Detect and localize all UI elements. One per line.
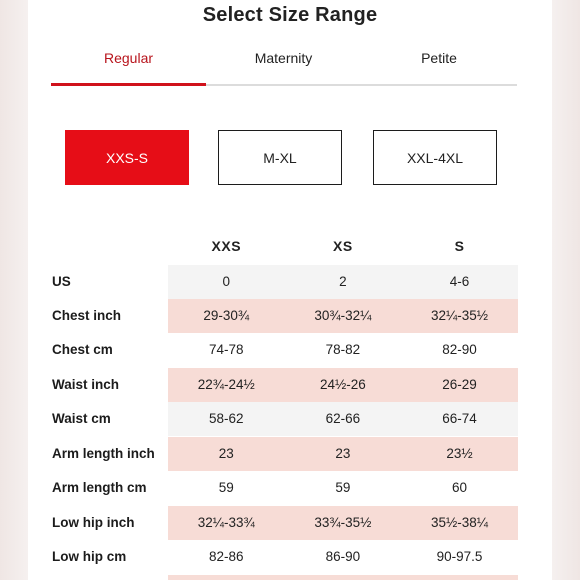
table-row-partial xyxy=(48,575,518,580)
table-row xyxy=(48,299,518,333)
table-cell: 24½-26 xyxy=(319,377,366,392)
row-cells xyxy=(168,368,518,402)
row-cells xyxy=(168,471,518,505)
range-button-xxl-4xl[interactable]: XXL-4XL xyxy=(373,130,497,185)
table-cell: 35½-38¼ xyxy=(430,515,488,530)
row-cells xyxy=(168,265,518,299)
table-row xyxy=(48,471,518,505)
table-row xyxy=(48,402,518,436)
tab-maternity[interactable]: Maternity xyxy=(254,50,313,66)
table-cell: 74-78 xyxy=(209,342,244,357)
table-cell: 23 xyxy=(335,446,351,461)
tab-petite[interactable]: Petite xyxy=(421,50,457,66)
row-label: Waist cm xyxy=(52,411,111,426)
table-cell: 23 xyxy=(218,446,234,461)
table-cell: 86-90 xyxy=(325,549,361,564)
table-cell: 26-29 xyxy=(442,377,477,392)
active-tab-indicator xyxy=(51,83,206,86)
column-header: S xyxy=(454,238,465,254)
row-label: Low hip inch xyxy=(52,515,135,530)
page-title: Select Size Range xyxy=(202,4,378,26)
range-button-xxs-s[interactable]: XXS-S xyxy=(65,130,189,185)
row-label: Low hip cm xyxy=(52,549,127,564)
table-cell: 59 xyxy=(218,480,234,495)
table-cell: 58-62 xyxy=(209,411,244,426)
table-header-row xyxy=(48,229,518,263)
table-row xyxy=(48,265,518,299)
table-cell: 66-74 xyxy=(442,411,477,426)
table-cell: 4-6 xyxy=(449,274,470,289)
row-cells xyxy=(168,333,518,367)
table-cell: 2 xyxy=(339,274,347,289)
row-label: Arm length cm xyxy=(52,480,147,495)
row-cells xyxy=(168,437,518,471)
table-cell: 29-30¾ xyxy=(203,308,250,323)
row-cells xyxy=(168,540,518,574)
range-button-m-xl[interactable]: M-XL xyxy=(218,130,342,185)
table-row xyxy=(48,437,518,471)
header-cells xyxy=(168,229,518,263)
size-category-tabs xyxy=(51,44,517,88)
row-label: US xyxy=(52,274,71,289)
table-cell: 90-97.5 xyxy=(436,549,483,564)
table-cell: 82-86 xyxy=(209,549,244,564)
table-cell: 59 xyxy=(335,480,351,495)
row-label: Arm length inch xyxy=(52,446,155,461)
table-cell: 78-82 xyxy=(325,342,361,357)
row-cells xyxy=(168,506,518,540)
table-cell: 23½ xyxy=(446,446,473,461)
row-label: Chest inch xyxy=(52,308,122,323)
table-row xyxy=(48,506,518,540)
table-cell: 22¾-24½ xyxy=(197,377,255,392)
table-row xyxy=(48,333,518,367)
table-row xyxy=(48,368,518,402)
column-header: XXS xyxy=(211,238,242,254)
row-label: Chest cm xyxy=(52,342,113,357)
row-cells xyxy=(168,402,518,436)
column-header: XS xyxy=(333,238,353,254)
tab-regular[interactable]: Regular xyxy=(103,50,154,66)
table-cell: 82-90 xyxy=(442,342,477,357)
table-cell: 30¾-32¼ xyxy=(314,308,372,323)
table-cell: 0 xyxy=(222,274,231,289)
table-cell: 62-66 xyxy=(325,411,361,426)
row-label: Waist inch xyxy=(52,377,120,392)
row-cells xyxy=(168,299,518,333)
table-cell: 33¾-35½ xyxy=(314,515,372,530)
row-cells xyxy=(168,575,518,580)
size-range-panel xyxy=(28,0,552,580)
table-cell: 32¼-35½ xyxy=(430,308,488,323)
table-row xyxy=(48,540,518,574)
table-cell: 60 xyxy=(451,480,467,495)
table-cell: 32¼-33¾ xyxy=(197,515,255,530)
